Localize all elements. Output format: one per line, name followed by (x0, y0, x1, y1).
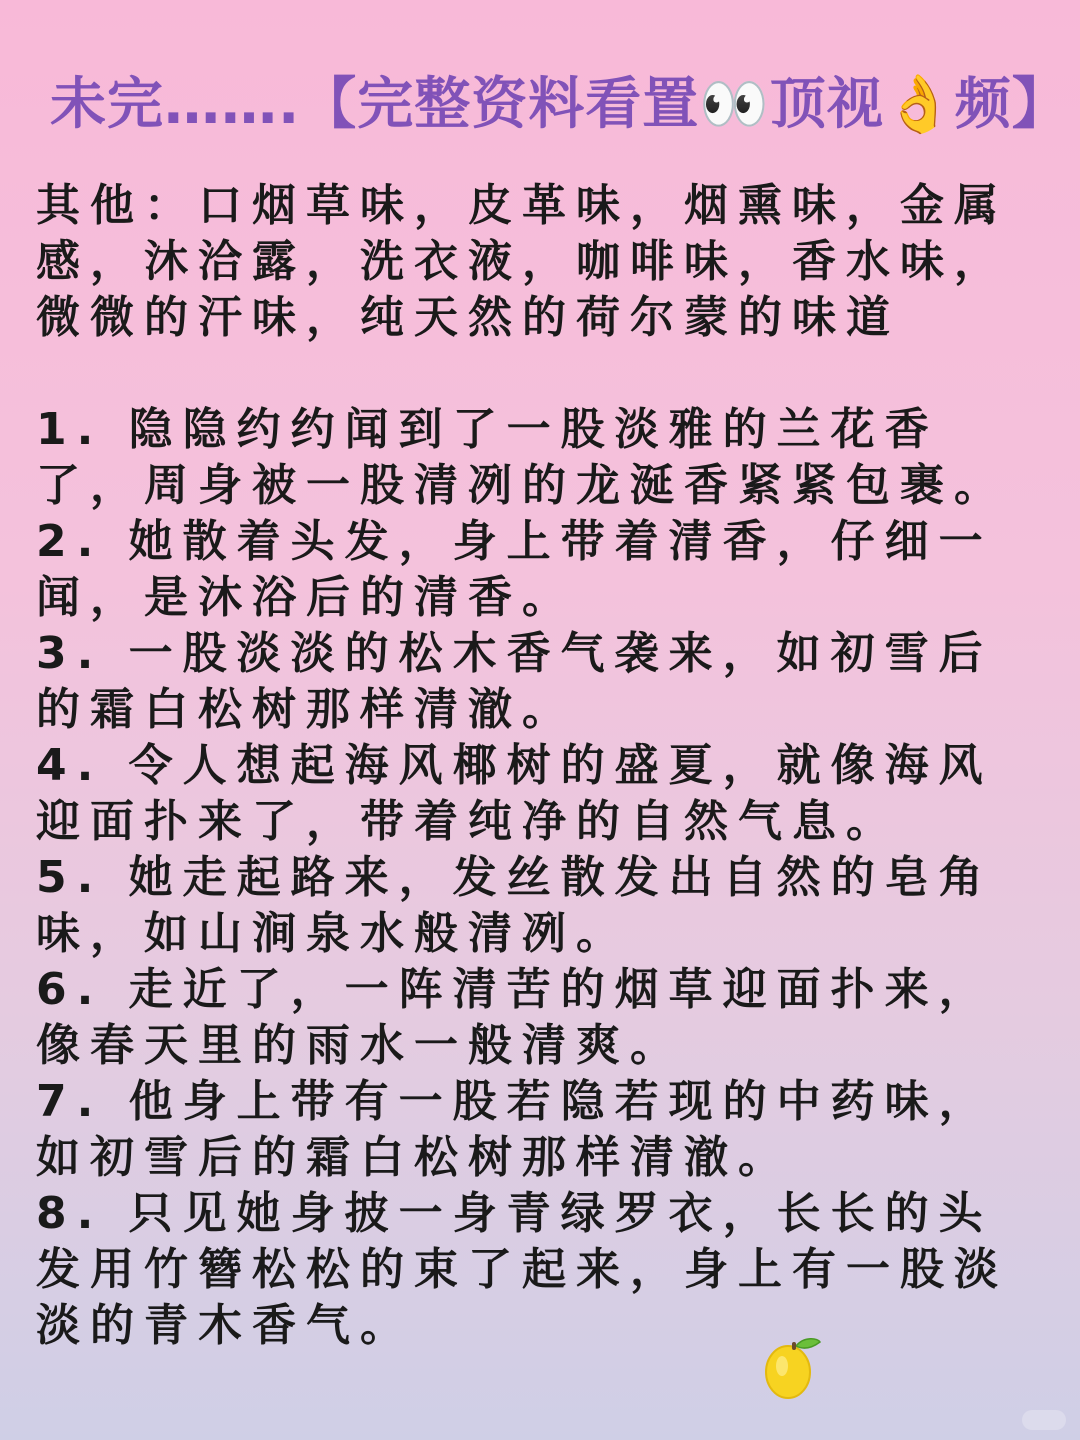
lemon-icon (760, 1332, 824, 1400)
page-title: 未完…….【完整资料看置👀顶视👌频】 (50, 72, 1069, 137)
list-item: 1. 隐隐约约闻到了一股淡雅的兰花香 了，周身被一股清冽的龙涎香紧紧包裹。 (36, 404, 1008, 511)
scent-description-list (36, 402, 1046, 1354)
list-item: 6. 走近了，一阵清苦的烟草迎面扑来，像春天里的雨水一般清爽。 (36, 964, 993, 1071)
list-item: 3. 一股淡淡的松木香气袭来，如初雪后的霜白松树那样清澈。 (36, 628, 993, 735)
intro-paragraph: 其他：口烟草味，皮革味，烟熏味，金属感，沐洽露，洗衣液，咖啡味，香水味，微微的汗味，纯天然的荷尔蒙的味道 (36, 180, 1008, 343)
list-item: 7. 他身上带有一股若隐若现的中药味，如初雪后的霜白松树那样清澈。 (36, 1076, 993, 1183)
list-item: 2. 她散着头发，身上带着清香，仔细一闻，是沐浴后的清香。 (36, 516, 993, 623)
list-item: 8. 只见她身披一身青绿罗衣，长长的头发用竹簪松松的束了起来，身上有一股淡淡的青木香气。 (36, 1188, 1008, 1351)
list-item: 4. 令人想起海风椰树的盛夏，就像海风迎面扑来了，带着纯净的自然气息。 (36, 740, 993, 847)
list-item: 5. 她走起路来，发丝散发出自然的皂角味，如山涧泉水般清冽。 (36, 852, 993, 959)
watermark-badge (1022, 1410, 1066, 1430)
